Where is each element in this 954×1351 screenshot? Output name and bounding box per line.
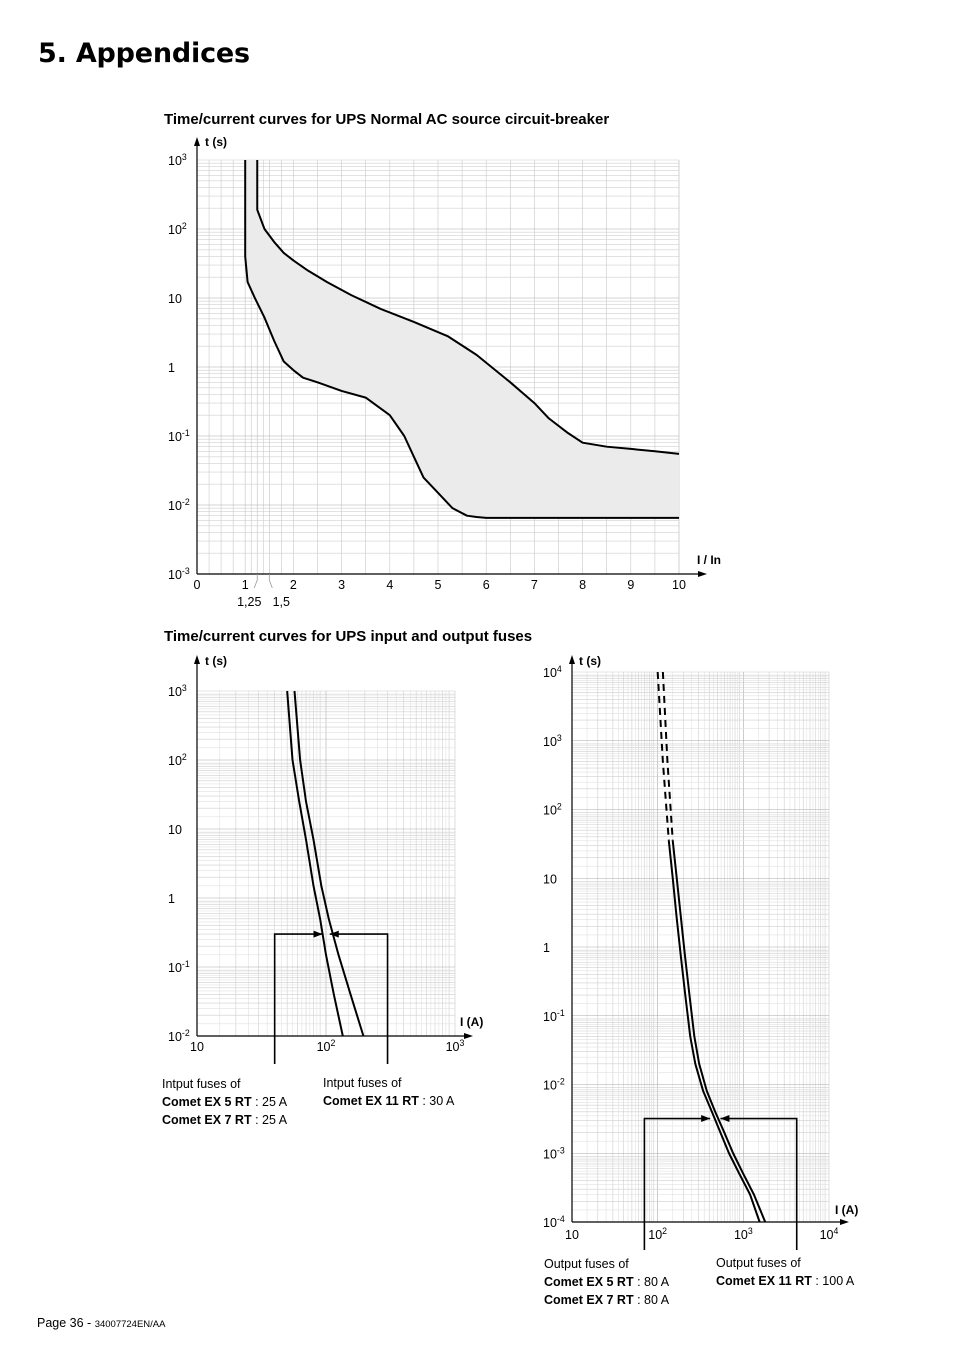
caption-item bbox=[544, 1291, 669, 1309]
grid bbox=[572, 672, 829, 1222]
x-tick-label: 0 bbox=[193, 578, 201, 592]
y-tick-label: $10^{-1}$ bbox=[543, 1007, 565, 1024]
y-tick-label: $10^{-1}$ bbox=[168, 959, 190, 975]
x-extra-tick-label: 1,5 bbox=[272, 595, 290, 609]
caption-item bbox=[162, 1093, 287, 1111]
x-axis-label: I / In bbox=[697, 553, 721, 567]
y-tick-label: 1 bbox=[543, 941, 550, 955]
x-tick-label: 1 bbox=[241, 578, 249, 592]
caption-item-name: Comet EX 7 RT bbox=[544, 1293, 634, 1307]
output-fuse-caption-right bbox=[716, 1254, 854, 1290]
fuse-pointer-line bbox=[330, 934, 388, 1064]
section-title-breaker: Time/current curves for UPS Normal AC source circuit-breaker bbox=[164, 111, 610, 128]
document-code: 34007724EN/AA bbox=[94, 1319, 166, 1330]
section-title-fuses: Time/current curves for UPS input and output fuses bbox=[164, 628, 533, 645]
y-axis-label: t (s) bbox=[205, 135, 227, 149]
y-tick-label: 10 bbox=[168, 823, 182, 837]
x-extra-tick-leader bbox=[254, 580, 257, 588]
y-axis-arrow bbox=[194, 655, 200, 664]
y-tick-label: $10^2$ bbox=[168, 752, 187, 768]
x-tick-label: 7 bbox=[530, 578, 538, 592]
x-axis-label: I (A) bbox=[835, 1203, 859, 1217]
page-footer bbox=[37, 1316, 165, 1330]
y-tick-label: $10^{-2}$ bbox=[168, 497, 190, 513]
x-tick-label: 4 bbox=[386, 578, 394, 592]
y-axis-arrow bbox=[569, 655, 575, 664]
x-axis-arrow bbox=[698, 571, 707, 577]
y-tick-label: $10^{-3}$ bbox=[168, 566, 190, 582]
x-tick-label: 3 bbox=[338, 578, 346, 592]
y-tick-label: $10^3$ bbox=[168, 683, 187, 699]
fuse-curve-1 bbox=[287, 691, 343, 1036]
fuse-pointer-arrow bbox=[701, 1115, 710, 1122]
x-tick-label: $10^4$ bbox=[819, 1226, 839, 1242]
fuse-curve-dashed bbox=[658, 672, 669, 841]
y-tick-label: $10^{-2}$ bbox=[543, 1076, 565, 1093]
y-tick-label: 10 bbox=[543, 872, 557, 887]
x-tick-label: $10^3$ bbox=[445, 1038, 465, 1054]
y-tick-label: $10^3$ bbox=[543, 732, 562, 749]
y-tick-label: $10^4$ bbox=[543, 664, 562, 680]
caption-item-value: : 30 A bbox=[418, 1094, 455, 1108]
y-tick-label: 1 bbox=[168, 361, 175, 375]
min-trip-curve bbox=[245, 160, 679, 518]
fuse-curve-dashed bbox=[663, 672, 673, 841]
x-tick-label: 6 bbox=[482, 578, 490, 592]
y-axis-label: t (s) bbox=[579, 654, 601, 668]
x-tick-label: $10^2$ bbox=[648, 1226, 668, 1242]
grid bbox=[197, 691, 455, 1036]
fuse-pointer-arrow bbox=[720, 1115, 729, 1122]
fuse-curve-2 bbox=[295, 691, 364, 1036]
x-axis-arrow bbox=[840, 1219, 849, 1225]
y-tick-label: $10^{-2}$ bbox=[168, 1028, 190, 1044]
input-fuse-caption-left bbox=[162, 1075, 287, 1129]
caption-item bbox=[544, 1273, 669, 1291]
y-tick-label: 10 bbox=[168, 292, 182, 306]
page-title: 5. Appendices bbox=[38, 38, 250, 69]
caption-line: Intput fuses of bbox=[162, 1077, 241, 1091]
caption-item bbox=[716, 1272, 854, 1290]
fuse-curve-1 bbox=[669, 841, 760, 1222]
y-tick-label: $10^{-3}$ bbox=[543, 1145, 565, 1162]
fuse-curve-2 bbox=[673, 841, 765, 1222]
x-tick-label: 10 bbox=[190, 1040, 204, 1054]
y-tick-label: $10^{-1}$ bbox=[168, 428, 190, 444]
fuse-pointer-arrow bbox=[314, 931, 323, 938]
caption-item-name: Comet EX 11 RT bbox=[716, 1274, 812, 1288]
x-tick-label: 5 bbox=[434, 578, 442, 592]
caption-item bbox=[323, 1092, 454, 1110]
y-tick-label: $10^{-4}$ bbox=[543, 1214, 565, 1230]
caption-item bbox=[162, 1111, 287, 1129]
x-tick-label: $10^3$ bbox=[733, 1226, 753, 1242]
y-axis-label: t (s) bbox=[205, 654, 227, 668]
x-axis-arrow bbox=[464, 1033, 473, 1039]
caption-line: Intput fuses of bbox=[323, 1076, 402, 1090]
y-tick-label: 1 bbox=[168, 892, 175, 906]
x-tick-label: 10 bbox=[672, 578, 686, 592]
fuse-pointer-arrow bbox=[330, 931, 339, 938]
x-tick-label: 9 bbox=[627, 578, 635, 592]
fuse-pointer-line bbox=[275, 934, 323, 1064]
page-number: Page 36 - bbox=[37, 1316, 92, 1330]
caption-item-value: : 25 A bbox=[251, 1095, 288, 1109]
x-extra-tick-label: 1,25 bbox=[237, 595, 262, 609]
y-tick-label: $10^3$ bbox=[168, 152, 187, 168]
x-tick-label: 8 bbox=[579, 578, 587, 592]
trip-band bbox=[245, 160, 679, 518]
caption-item-value: : 80 A bbox=[633, 1293, 670, 1307]
caption-item-value: : 25 A bbox=[251, 1113, 288, 1127]
caption-item-name: Comet EX 7 RT bbox=[162, 1113, 252, 1127]
caption-line: Output fuses of bbox=[544, 1257, 629, 1271]
grid bbox=[197, 160, 679, 574]
caption-item-name: Comet EX 5 RT bbox=[162, 1095, 252, 1109]
caption-item-value: : 80 A bbox=[633, 1275, 670, 1289]
caption-line: Output fuses of bbox=[716, 1256, 801, 1270]
y-tick-label: $10^2$ bbox=[543, 801, 562, 818]
x-tick-label: 2 bbox=[289, 578, 297, 592]
output-fuse-caption-left bbox=[544, 1255, 669, 1309]
caption-item-value: : 100 A bbox=[811, 1274, 855, 1288]
y-axis-arrow bbox=[194, 137, 200, 146]
x-tick-label: 10 bbox=[565, 1228, 579, 1242]
x-tick-label: $10^2$ bbox=[316, 1038, 336, 1054]
max-trip-curve bbox=[257, 160, 679, 454]
caption-item-name: Comet EX 5 RT bbox=[544, 1275, 634, 1289]
input-fuse-caption-right bbox=[323, 1074, 454, 1110]
caption-item-name: Comet EX 11 RT bbox=[323, 1094, 419, 1108]
y-tick-label: $10^2$ bbox=[168, 221, 187, 237]
x-axis-label: I (A) bbox=[460, 1015, 484, 1029]
fuse-pointer-line bbox=[644, 1119, 710, 1250]
x-extra-tick-leader bbox=[269, 580, 272, 588]
fuse-pointer-line bbox=[720, 1119, 796, 1250]
